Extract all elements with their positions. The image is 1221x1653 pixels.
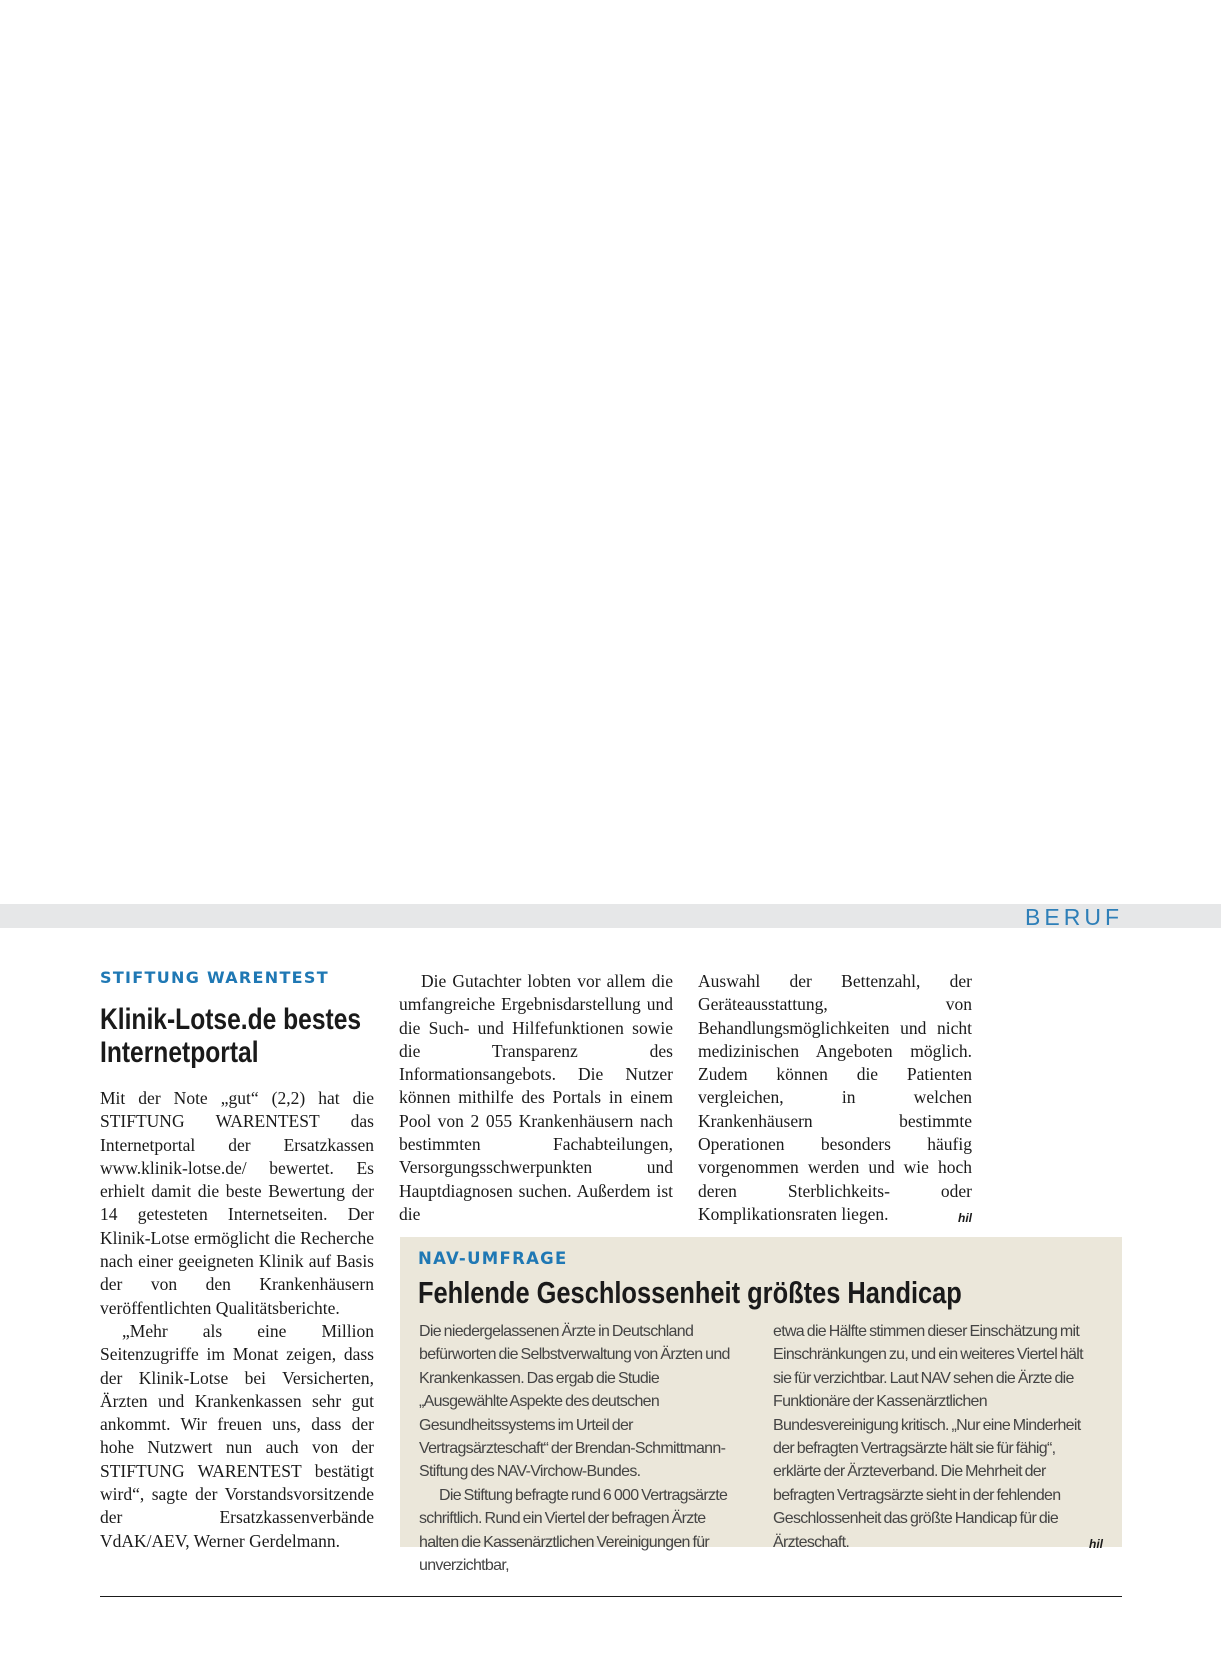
headline-line-2: Internetportal [100,1036,259,1069]
article2-box [400,1237,1122,1575]
article1-signature: hil [958,1210,972,1225]
article1-paragraph [698,970,972,1226]
article2-kicker: NAV-UMFRAGE [418,1249,568,1268]
article1-paragraph-text: Auswahl der Bettenzahl, der Geräteausstattung, von Behandlungsmöglichkeiten und nicht medizinischen Angeboten möglich. Zudem können die Patienten vergleichen, in welchen Krankenhäusern bestimmte Operationen besonders häufig vorgenommen werden und wie hoch deren Sterblichkeits- oder Komplikationsraten liegen. [698,971,972,1224]
article2-paragraph: Die Stiftung befragte rund 6 000 Vertragsärzte schriftlich. Rund ein Viertel der befragen Ärzte halten die Kassenärztlichen Vereinigungen für unverzichtbar, [419,1486,728,1575]
article2-signature: hil [1089,1536,1103,1551]
article1-column-2 [399,970,673,1226]
article1-headline [100,1003,361,1069]
section-bar [0,904,1221,928]
article1-column-3 [698,970,972,1230]
headline-line-1: Klinik-Lotse.de bestes [100,1003,362,1036]
article2-paragraph [773,1320,1103,1554]
article2-headline: Fehlende Geschlossenheit größtes Handicap [418,1275,962,1310]
article1-paragraph: „Mehr als eine Million Seitenzugriffe im Monat zeigen, dass der Klinik-Lotse bei Versicherten, Ärzten und Krankenkassen sehr gut ankommt. Wir freuen uns, dass der hohe Nutzwert nun auch von der STIFTUNG WARENTEST bestätigt wird“, sagte der Vorstandsvorsitzende der Ersatzkassenverbände VdAK/AEV, Werner Gerdelmann. [100,1320,374,1551]
article2-column-1 [419,1320,735,1577]
article1-paragraph: Mit der Note „gut“ (2,2) hat die STIFTUNG WARENTEST das Internetportal der Ersatzkassen www.klinik-lotse.de/ bewertet. Es erhielt damit die beste Bewertung der 14 getesteten Internetseiten. Der Klinik-Lotse ermöglicht die Recherche nach einer geeigneten Klinik auf Basis der von den Krankenhäusern veröffentlichten Qualitätsberichte. [100,1088,374,1318]
section-label: BERUF [1025,904,1123,930]
bottom-rule [100,1596,1122,1597]
article2-paragraph: Die niedergelassenen Ärzte in Deutschland befürworten die Selbstverwaltung von Ärzten und Krankenkassen. Das ergab die Studie „Ausgewählte Aspekte des deutschen Gesundheitssystems im Urteil der Vertragsärzteschaft“ der Brendan-Schmittmann-Stiftung des NAV-Virchow-Bundes. [419,1323,730,1481]
article1-column-1 [100,1087,374,1553]
article2-column-2 [773,1320,1103,1556]
article1-kicker: STIFTUNG WARENTEST [100,968,329,987]
article2-paragraph-text: etwa die Hälfte stimmen dieser Einschätzung mit Einschränkungen zu, und ein weiteres Viertel hält sie für verzichtbar. Laut NAV sehen die Ärzte die Funktionäre der Kassenärztlichen Bundesvereinigung kritisch. „Nur eine Minderheit der befragten Vertragsärzte hält sie für fähig“, erklärte der Ärzteverband. Die Mehrheit der befragten Vertragsärzte sieht in der fehlenden Geschlossenheit das größte Handicap für die Ärzteschaft. [773,1323,1083,1551]
article1-paragraph: Die Gutachter lobten vor allem die umfangreiche Ergebnisdarstellung und die Such- und Hilfefunktionen sowie die Transparenz des Informationsangebots. Die Nutzer können mithilfe des Portals in einem Pool von 2 055 Krankenhäusern nach bestimmten Fachabteilungen, Versorgungsschwerpunkten und Hauptdiagnosen suchen. Außerdem ist die [399,971,673,1224]
